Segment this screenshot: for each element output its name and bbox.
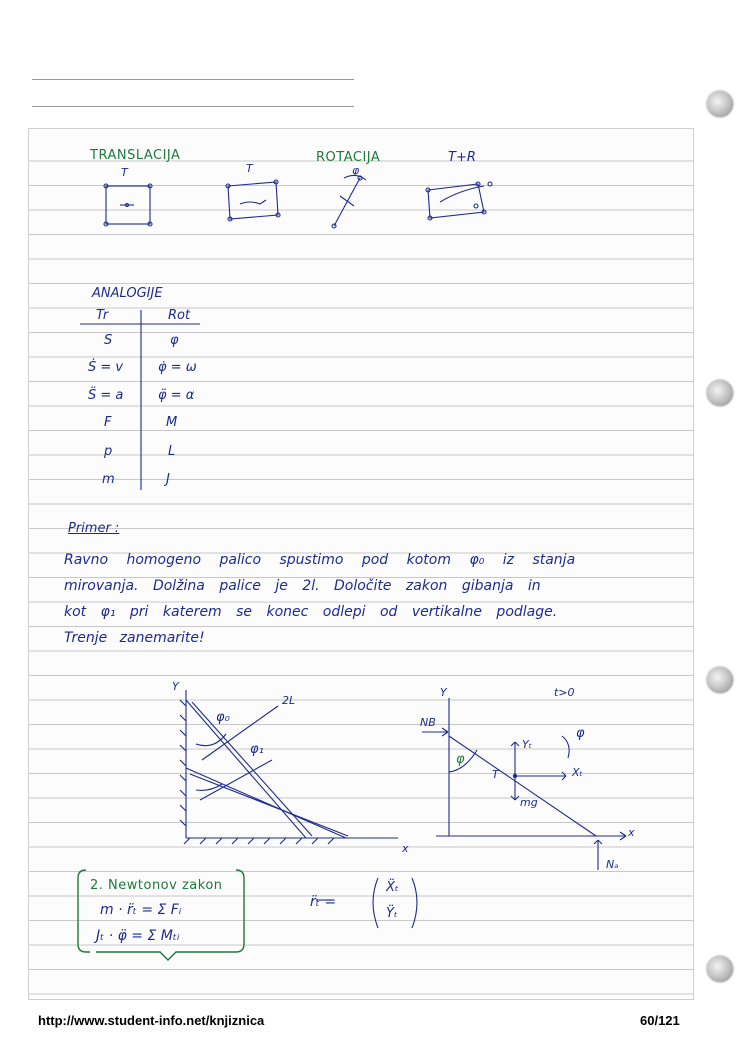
example-line: mirovanja. Dolžina palice je 2l. Določite zakon gibanja in [64,578,541,594]
page-number: 60/121 [640,1013,680,1028]
translation-box-sketch [104,184,152,226]
rotation-angle-label: φ [352,164,360,177]
rotation-heading: ROTACIJA [316,150,381,165]
analogy-rot-cell: φ̇ = ω [158,360,197,375]
example-line: Ravno homogeno palico spustimo pod kotom φ₀ iz stanja [64,552,576,568]
example-title: Primer : [68,521,120,536]
right-diagram-lines [422,698,626,870]
rotation-direction-label: φ [576,726,585,741]
analogy-rot-cell: L [168,444,176,459]
analogy-tr-cell: Ṡ = v [88,360,124,375]
translation-heading: TRANSLACIJA [90,148,181,163]
newton-law-title: 2. Newtonov zakon [90,878,223,893]
analogy-rot-cell: φ [170,333,179,348]
analogy-header-rot: Rot [168,308,191,323]
acceleration-x-component: Ẍₜ [386,880,399,895]
newton-rotation-equation: Jₜ · φ̈ = Σ Mₜᵢ [96,928,180,944]
translation-point-label: T [246,162,253,175]
normal-force-a-label: Nₐ [606,858,619,871]
analogy-tr-cell: F [104,415,112,430]
angle-phi-label: φ [456,752,465,767]
weight-label: mg [520,796,538,809]
lift-angle-label: φ₁ [250,742,264,757]
source-url[interactable]: http://www.student-info.net/knjiznica [38,1013,265,1028]
x-component-label: Xₜ [572,766,583,779]
analogy-rot-cell: M [166,415,178,430]
rotation-rod-sketch [332,175,366,228]
left-y-axis-label: Y [172,680,179,693]
analogies-title: ANALOGIJE [92,286,163,301]
analogy-tr-cell: S̈ = a [88,388,124,403]
example-line: kot φ₁ pri katerem se konec odlepi od vertikalne podlage. [64,604,558,620]
translation-rotated-box-sketch [226,180,280,221]
time-condition-label: t>0 [554,686,575,699]
right-x-axis-label: x [628,826,635,839]
initial-angle-label: φ₀ [216,710,230,725]
analogy-tr-cell: m [102,472,115,487]
combined-sketch [426,182,492,220]
newton-translation-equation: m · r̈ₜ = Σ Fᵢ [100,902,182,918]
analogy-rot-cell: J [166,472,170,487]
acceleration-y-component: Ÿₜ [386,906,398,921]
normal-force-b-label: NB [420,716,436,729]
rod-length-label: 2L [282,694,296,707]
center-mass-label: T [492,768,499,781]
acceleration-vector-lhs: r̈ₜ = [310,894,337,910]
y-component-label: Yₜ [522,738,532,751]
right-y-axis-label: Y [440,686,447,699]
analogy-tr-cell: p [104,444,113,459]
left-diagram-lines [180,690,398,844]
left-x-axis-label: x [402,842,409,855]
combined-heading: T+R [448,150,476,165]
example-line: Trenje zanemarite! [64,630,205,646]
analogy-tr-cell: S [104,333,113,348]
analogy-header-tr: Tr [96,308,109,323]
analogy-rot-cell: φ̈ = α [158,388,195,403]
translation-point-label: T [121,166,128,179]
